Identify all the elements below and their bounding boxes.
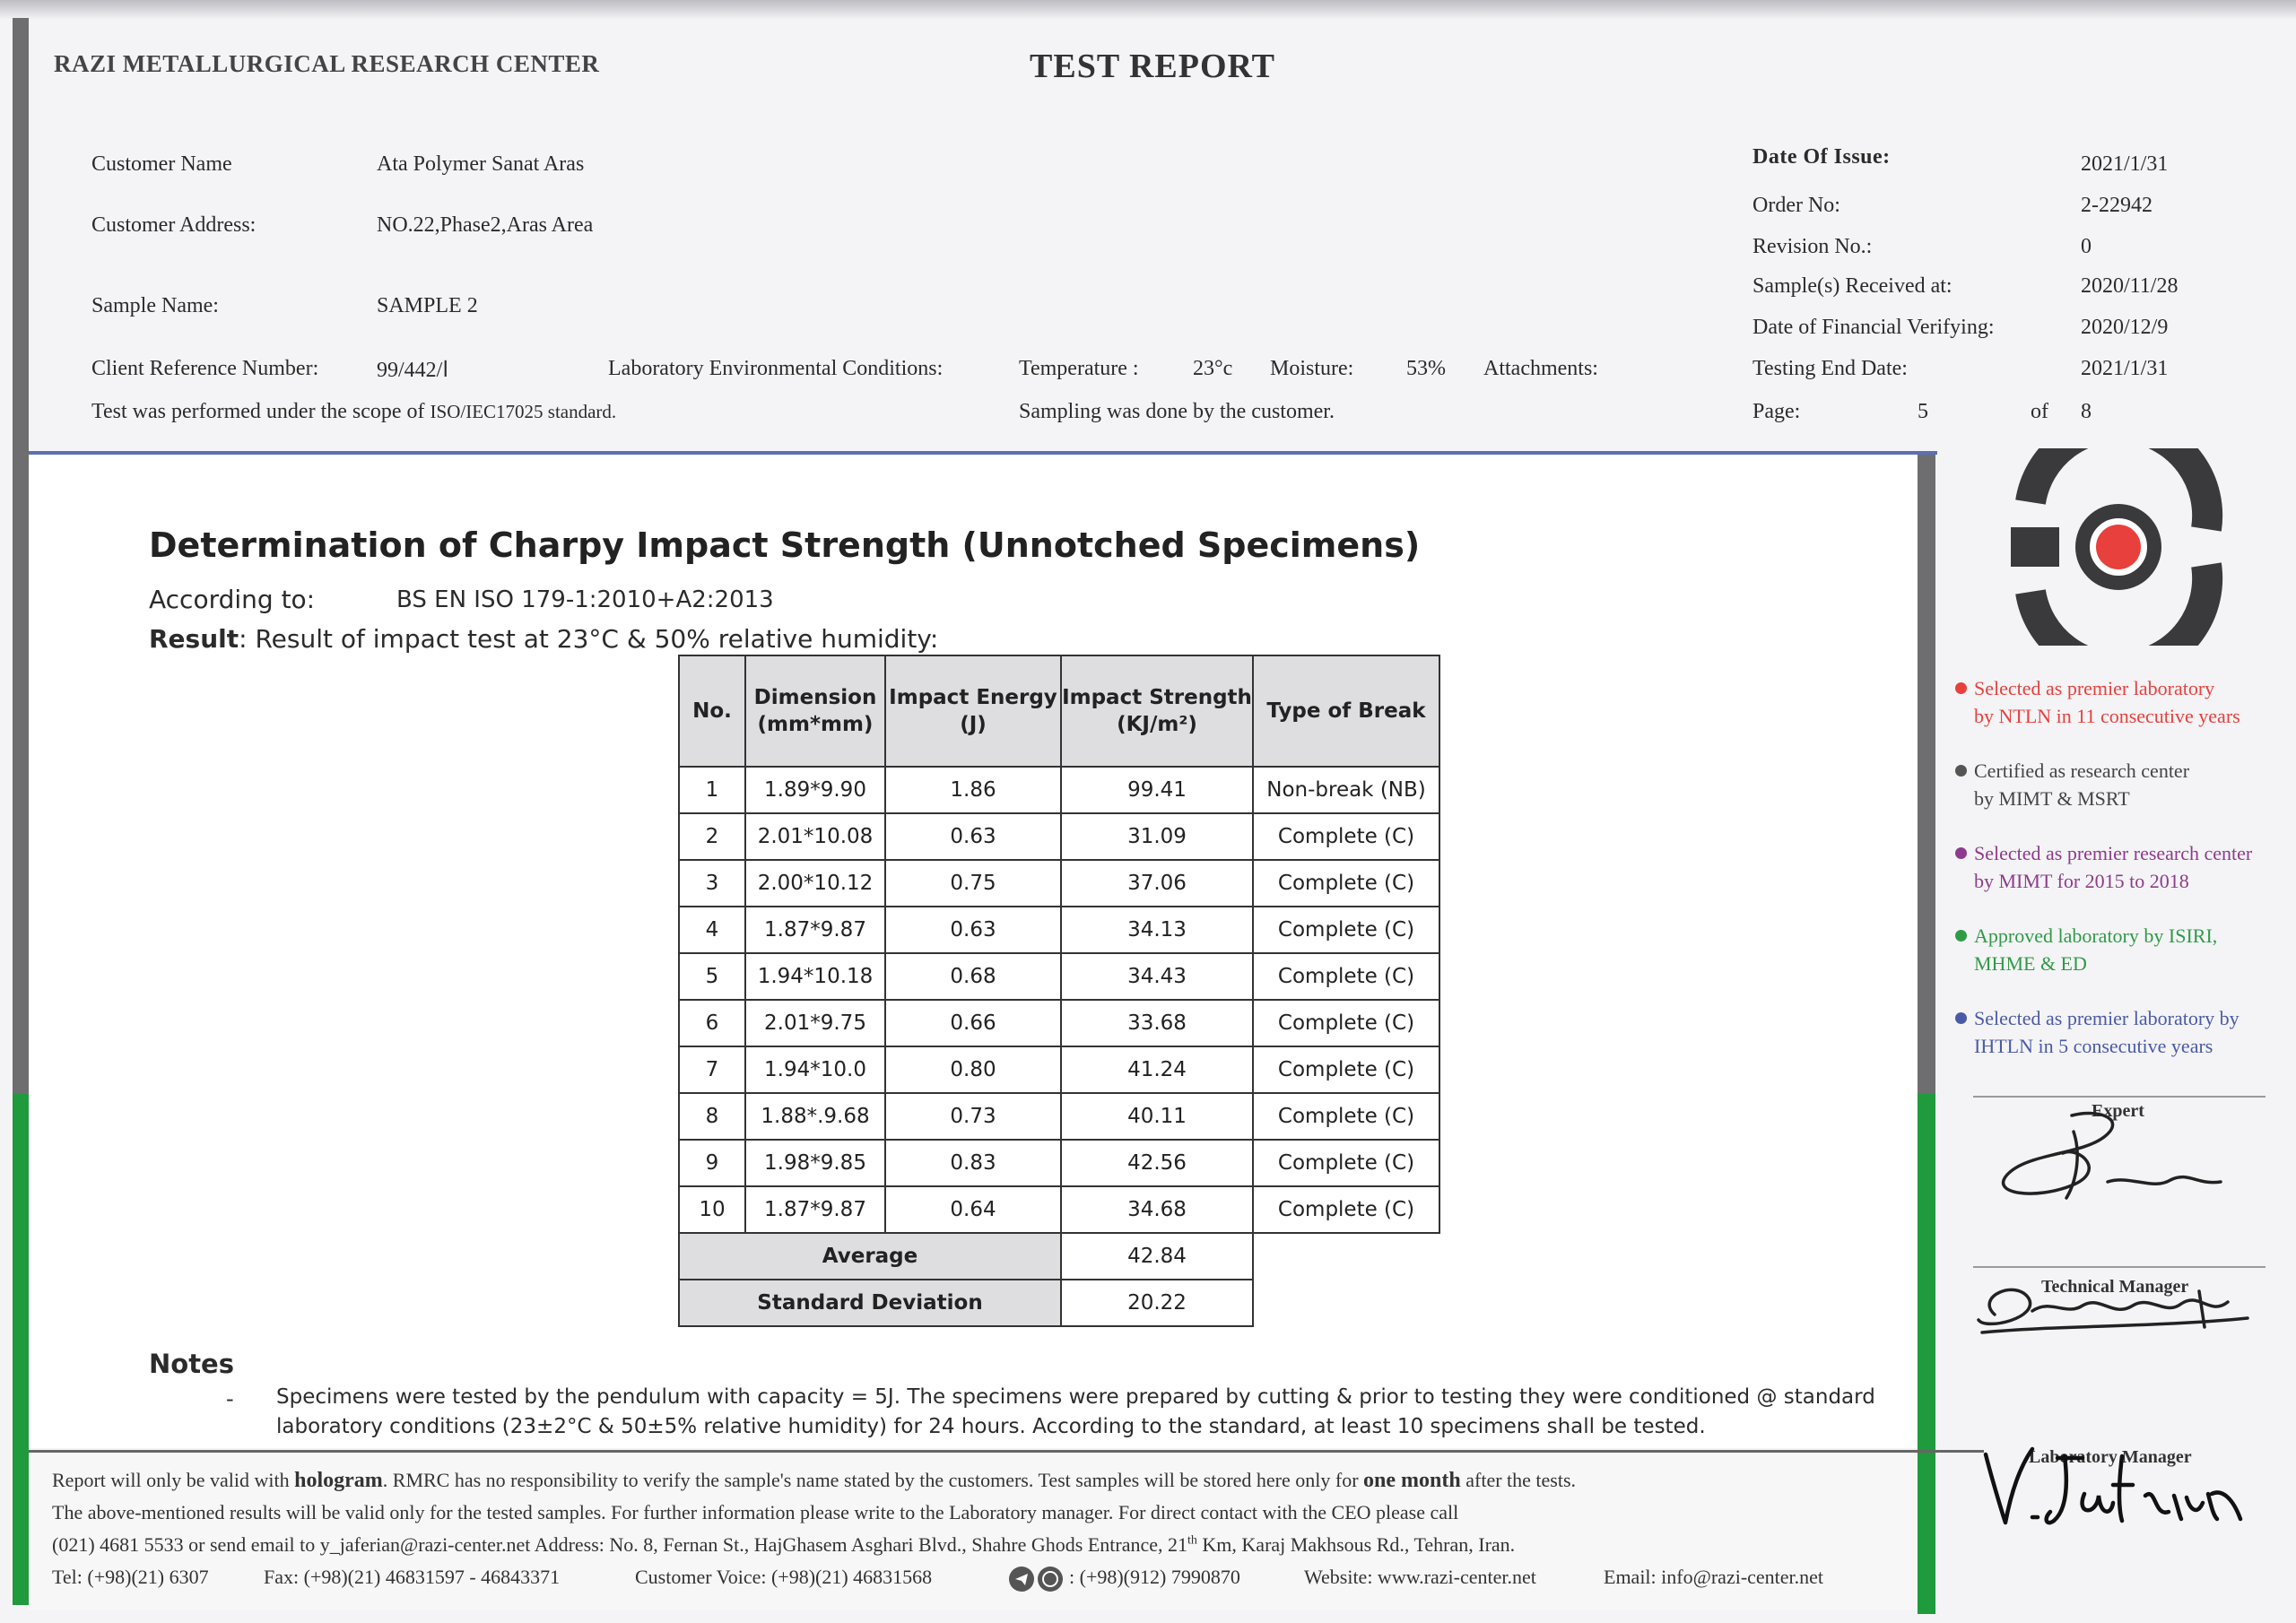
lab-manager-label: Laboratory Manager bbox=[2029, 1447, 2192, 1467]
cell-no: 10 bbox=[679, 1186, 745, 1233]
technical-manager-label: Technical Manager bbox=[2041, 1277, 2189, 1297]
org-name: RAZI METALLURGICAL RESEARCH CENTER bbox=[54, 50, 600, 77]
lab-manager-signature-icon bbox=[1979, 1440, 2248, 1530]
according-value: BS EN ISO 179-1:2010+A2:2013 bbox=[396, 586, 774, 613]
table-row bbox=[679, 907, 1439, 953]
left-accent-bar-green bbox=[13, 1094, 29, 1605]
telegram-whatsapp-icon bbox=[1008, 1566, 1067, 1593]
expert-signature-icon bbox=[1973, 1099, 2242, 1216]
table-row bbox=[679, 767, 1439, 813]
moisture-label: Moisture: bbox=[1270, 357, 1354, 380]
moisture-value: 53% bbox=[1406, 357, 1446, 380]
sample-name-value: SAMPLE 2 bbox=[377, 294, 478, 317]
scope-text: Test was performed under the scope of ISO/IEC17025 standard. bbox=[91, 400, 617, 423]
std-dev-value: 20.22 bbox=[1061, 1280, 1253, 1326]
left-accent-bar bbox=[13, 18, 29, 1094]
badge-ihtln: Selected as premier laboratory by IHTLN in 5 consecutive years bbox=[1955, 1004, 2287, 1060]
cell-no: 7 bbox=[679, 1046, 745, 1093]
table-row bbox=[679, 1046, 1439, 1093]
cell-break: Non-break (NB) bbox=[1253, 767, 1439, 813]
cell-strength: 34.13 bbox=[1061, 907, 1253, 953]
footer-line-3: (021) 4681 5533 or send email to y_jaferian@razi-center.net Address: No. 8, Fernan St., HajGhasem Asghari Blvd., Shahre Ghods Entrance, 21th Km, Karaj Makhsous Rd., Tehran, Iran. bbox=[52, 1533, 1516, 1556]
results-table bbox=[678, 655, 1440, 1327]
right-accent-bar bbox=[1918, 453, 1935, 1094]
cell-break: Complete (C) bbox=[1253, 1186, 1439, 1233]
cell-strength: 99.41 bbox=[1061, 767, 1253, 813]
cell-strength: 33.68 bbox=[1061, 1000, 1253, 1046]
header-divider bbox=[29, 451, 1937, 455]
cell-energy: 0.63 bbox=[885, 813, 1061, 860]
order-no-value: 2-22942 bbox=[2081, 194, 2152, 217]
cell-dimension: 1.94*10.0 bbox=[745, 1046, 885, 1093]
cell-break: Complete (C) bbox=[1253, 1000, 1439, 1046]
average-value: 42.84 bbox=[1061, 1233, 1253, 1280]
cell-strength: 40.11 bbox=[1061, 1093, 1253, 1140]
cell-dimension: 1.87*9.87 bbox=[745, 907, 885, 953]
client-ref-label: Client Reference Number: bbox=[91, 357, 319, 380]
cell-energy: 0.63 bbox=[885, 907, 1061, 953]
footer-tel: Tel: (+98)(21) 6307 bbox=[52, 1566, 209, 1588]
customer-address-label: Customer Address: bbox=[91, 213, 257, 237]
header-impact-strength: Impact Strength (KJ/m²) bbox=[1061, 655, 1253, 767]
cell-break: Complete (C) bbox=[1253, 1140, 1439, 1186]
financial-value: 2020/12/9 bbox=[2081, 316, 2169, 339]
cell-energy: 0.73 bbox=[885, 1093, 1061, 1140]
cell-dimension: 2.01*10.08 bbox=[745, 813, 885, 860]
temperature-label: Temperature : bbox=[1019, 357, 1139, 380]
cell-dimension: 1.98*9.85 bbox=[745, 1140, 885, 1186]
footer-customer-voice: Customer Voice: (+98)(21) 46831568 bbox=[635, 1566, 933, 1588]
footer-email: Email: info@razi-center.net bbox=[1604, 1566, 1824, 1588]
temperature-value: 23°c bbox=[1193, 357, 1233, 380]
cell-strength: 34.68 bbox=[1061, 1186, 1253, 1233]
average-row bbox=[679, 1233, 1439, 1280]
cell-no: 1 bbox=[679, 767, 745, 813]
revision-label: Revision No.: bbox=[1752, 235, 1873, 258]
footer-website: Website: www.razi-center.net bbox=[1304, 1566, 1536, 1588]
cell-energy: 0.80 bbox=[885, 1046, 1061, 1093]
cell-strength: 31.09 bbox=[1061, 813, 1253, 860]
cell-no: 6 bbox=[679, 1000, 745, 1046]
scan-edge bbox=[0, 0, 2296, 20]
bullet-icon bbox=[1955, 1012, 1967, 1024]
end-date-value: 2021/1/31 bbox=[2081, 357, 2169, 380]
badge-mimt-msrt: Certified as research center by MIMT & MSRT bbox=[1955, 757, 2287, 812]
expert-label: Expert bbox=[2092, 1101, 2144, 1121]
cell-dimension: 1.87*9.87 bbox=[745, 1186, 885, 1233]
table-header-row bbox=[679, 655, 1439, 767]
bullet-icon bbox=[1955, 930, 1967, 942]
cell-energy: 0.75 bbox=[885, 860, 1061, 907]
cell-energy: 0.68 bbox=[885, 953, 1061, 1000]
revision-value: 0 bbox=[2081, 235, 2092, 258]
according-label: According to: bbox=[149, 585, 316, 614]
cell-break: Complete (C) bbox=[1253, 1046, 1439, 1093]
cell-no: 9 bbox=[679, 1140, 745, 1186]
cell-break: Complete (C) bbox=[1253, 1093, 1439, 1140]
received-value: 2020/11/28 bbox=[2081, 274, 2179, 298]
section-title: Determination of Charpy Impact Strength (Unnotched Specimens) bbox=[149, 525, 1421, 565]
cell-break: Complete (C) bbox=[1253, 907, 1439, 953]
table-row bbox=[679, 1093, 1439, 1140]
cell-energy: 0.64 bbox=[885, 1186, 1061, 1233]
env-conditions-label: Laboratory Environmental Conditions: bbox=[608, 357, 944, 380]
cell-no: 2 bbox=[679, 813, 745, 860]
cell-dimension: 2.00*10.12 bbox=[745, 860, 885, 907]
footer-mobile: : (+98)(912) 7990870 bbox=[1069, 1566, 1240, 1588]
cell-break: Complete (C) bbox=[1253, 813, 1439, 860]
badge-mimt-research: Selected as premier research center by MIMT for 2015 to 2018 bbox=[1955, 839, 2287, 895]
std-dev-label: Standard Deviation bbox=[679, 1280, 1061, 1326]
table-row bbox=[679, 860, 1439, 907]
right-accent-bar-green bbox=[1918, 1094, 1935, 1614]
table-row bbox=[679, 1140, 1439, 1186]
header-type-of-break: Type of Break bbox=[1253, 655, 1439, 767]
cell-no: 8 bbox=[679, 1093, 745, 1140]
page-value: 5 bbox=[1918, 400, 1928, 423]
issue-date-value: 2021/1/31 bbox=[2081, 152, 2169, 176]
cell-dimension: 1.94*10.18 bbox=[745, 953, 885, 1000]
header-no: No. bbox=[679, 655, 745, 767]
end-date-label: Testing End Date: bbox=[1752, 357, 1908, 380]
result-line: Result: Result of impact test at 23°C & 50% relative humidity: bbox=[149, 624, 939, 654]
cell-no: 4 bbox=[679, 907, 745, 953]
footer-line-1: Report will only be valid with hologram. RMRC has no responsibility to verify the sample's name stated by the customers. Test samples will be stored here only for one month after the tests. bbox=[52, 1469, 1577, 1492]
attachments-label: Attachments: bbox=[1483, 357, 1598, 380]
bullet-icon bbox=[1955, 682, 1967, 694]
customer-name-label: Customer Name bbox=[91, 152, 232, 176]
page-of-label: of bbox=[2031, 400, 2048, 423]
customer-address-value: NO.22,Phase2,Aras Area bbox=[377, 213, 594, 237]
page-label: Page: bbox=[1752, 400, 1801, 423]
table-row bbox=[679, 1186, 1439, 1233]
cell-no: 3 bbox=[679, 860, 745, 907]
technical-sig-line bbox=[1973, 1266, 2266, 1268]
std-dev-row bbox=[679, 1280, 1439, 1326]
cell-energy: 0.66 bbox=[885, 1000, 1061, 1046]
cell-break: Complete (C) bbox=[1253, 860, 1439, 907]
table-row bbox=[679, 953, 1439, 1000]
notes-title: Notes bbox=[149, 1349, 234, 1379]
header-dimension: Dimension (mm*mm) bbox=[745, 655, 885, 767]
customer-name-value: Ata Polymer Sanat Aras bbox=[377, 152, 585, 176]
footer-fax: Fax: (+98)(21) 46831597 - 46843371 bbox=[264, 1566, 561, 1588]
bullet-icon bbox=[1955, 765, 1967, 777]
expert-sig-line bbox=[1973, 1096, 2266, 1098]
badge-ntln: Selected as premier laboratory by NTLN in 11 consecutive years bbox=[1955, 674, 2287, 730]
received-label: Sample(s) Received at: bbox=[1752, 274, 1952, 298]
cell-energy: 0.83 bbox=[885, 1140, 1061, 1186]
bullet-icon bbox=[1955, 847, 1967, 859]
header-impact-energy: Impact Energy (J) bbox=[885, 655, 1061, 767]
notes-bullet: - bbox=[226, 1386, 234, 1411]
cell-strength: 34.43 bbox=[1061, 953, 1253, 1000]
notes-text: Specimens were tested by the pendulum with capacity = 5J. The specimens were prepared by cutting & prior to testing they were conditioned @ standard laboratory conditions (23±2°C & 50±5% relative humidity) for 24 hours. According to the standard, at least 10 specimens shall be tested. bbox=[276, 1385, 1875, 1438]
cell-strength: 41.24 bbox=[1061, 1046, 1253, 1093]
order-no-label: Order No: bbox=[1752, 194, 1840, 217]
cell-dimension: 1.88*.9.68 bbox=[745, 1093, 885, 1140]
cell-dimension: 2.01*9.75 bbox=[745, 1000, 885, 1046]
sampling-text: Sampling was done by the customer. bbox=[1019, 400, 1335, 423]
logo-icon bbox=[2009, 448, 2224, 646]
badge-isiri: Approved laboratory by ISIRI, MHME & ED bbox=[1955, 922, 2287, 977]
cell-energy: 1.86 bbox=[885, 767, 1061, 813]
cell-strength: 42.56 bbox=[1061, 1140, 1253, 1186]
technical-signature-icon bbox=[1970, 1271, 2266, 1343]
financial-label: Date of Financial Verifying: bbox=[1752, 316, 1995, 339]
cell-strength: 37.06 bbox=[1061, 860, 1253, 907]
footer-divider bbox=[29, 1450, 1984, 1453]
cell-dimension: 1.89*9.90 bbox=[745, 767, 885, 813]
average-label: Average bbox=[679, 1233, 1061, 1280]
table-row bbox=[679, 1000, 1439, 1046]
table-row bbox=[679, 813, 1439, 860]
client-ref-value: 99/ا/442 bbox=[377, 359, 449, 382]
cell-no: 5 bbox=[679, 953, 745, 1000]
report-title: TEST REPORT bbox=[1030, 48, 1275, 85]
footer-line-2: The above-mentioned results will be valid only for the tested samples. For further information please write to the Laboratory manager. For direct contact with the CEO please call bbox=[52, 1501, 1459, 1523]
total-pages-value: 8 bbox=[2081, 400, 2092, 423]
cell-break: Complete (C) bbox=[1253, 953, 1439, 1000]
sample-name-label: Sample Name: bbox=[91, 294, 219, 317]
issue-date-label: Date Of Issue: bbox=[1752, 145, 1891, 169]
